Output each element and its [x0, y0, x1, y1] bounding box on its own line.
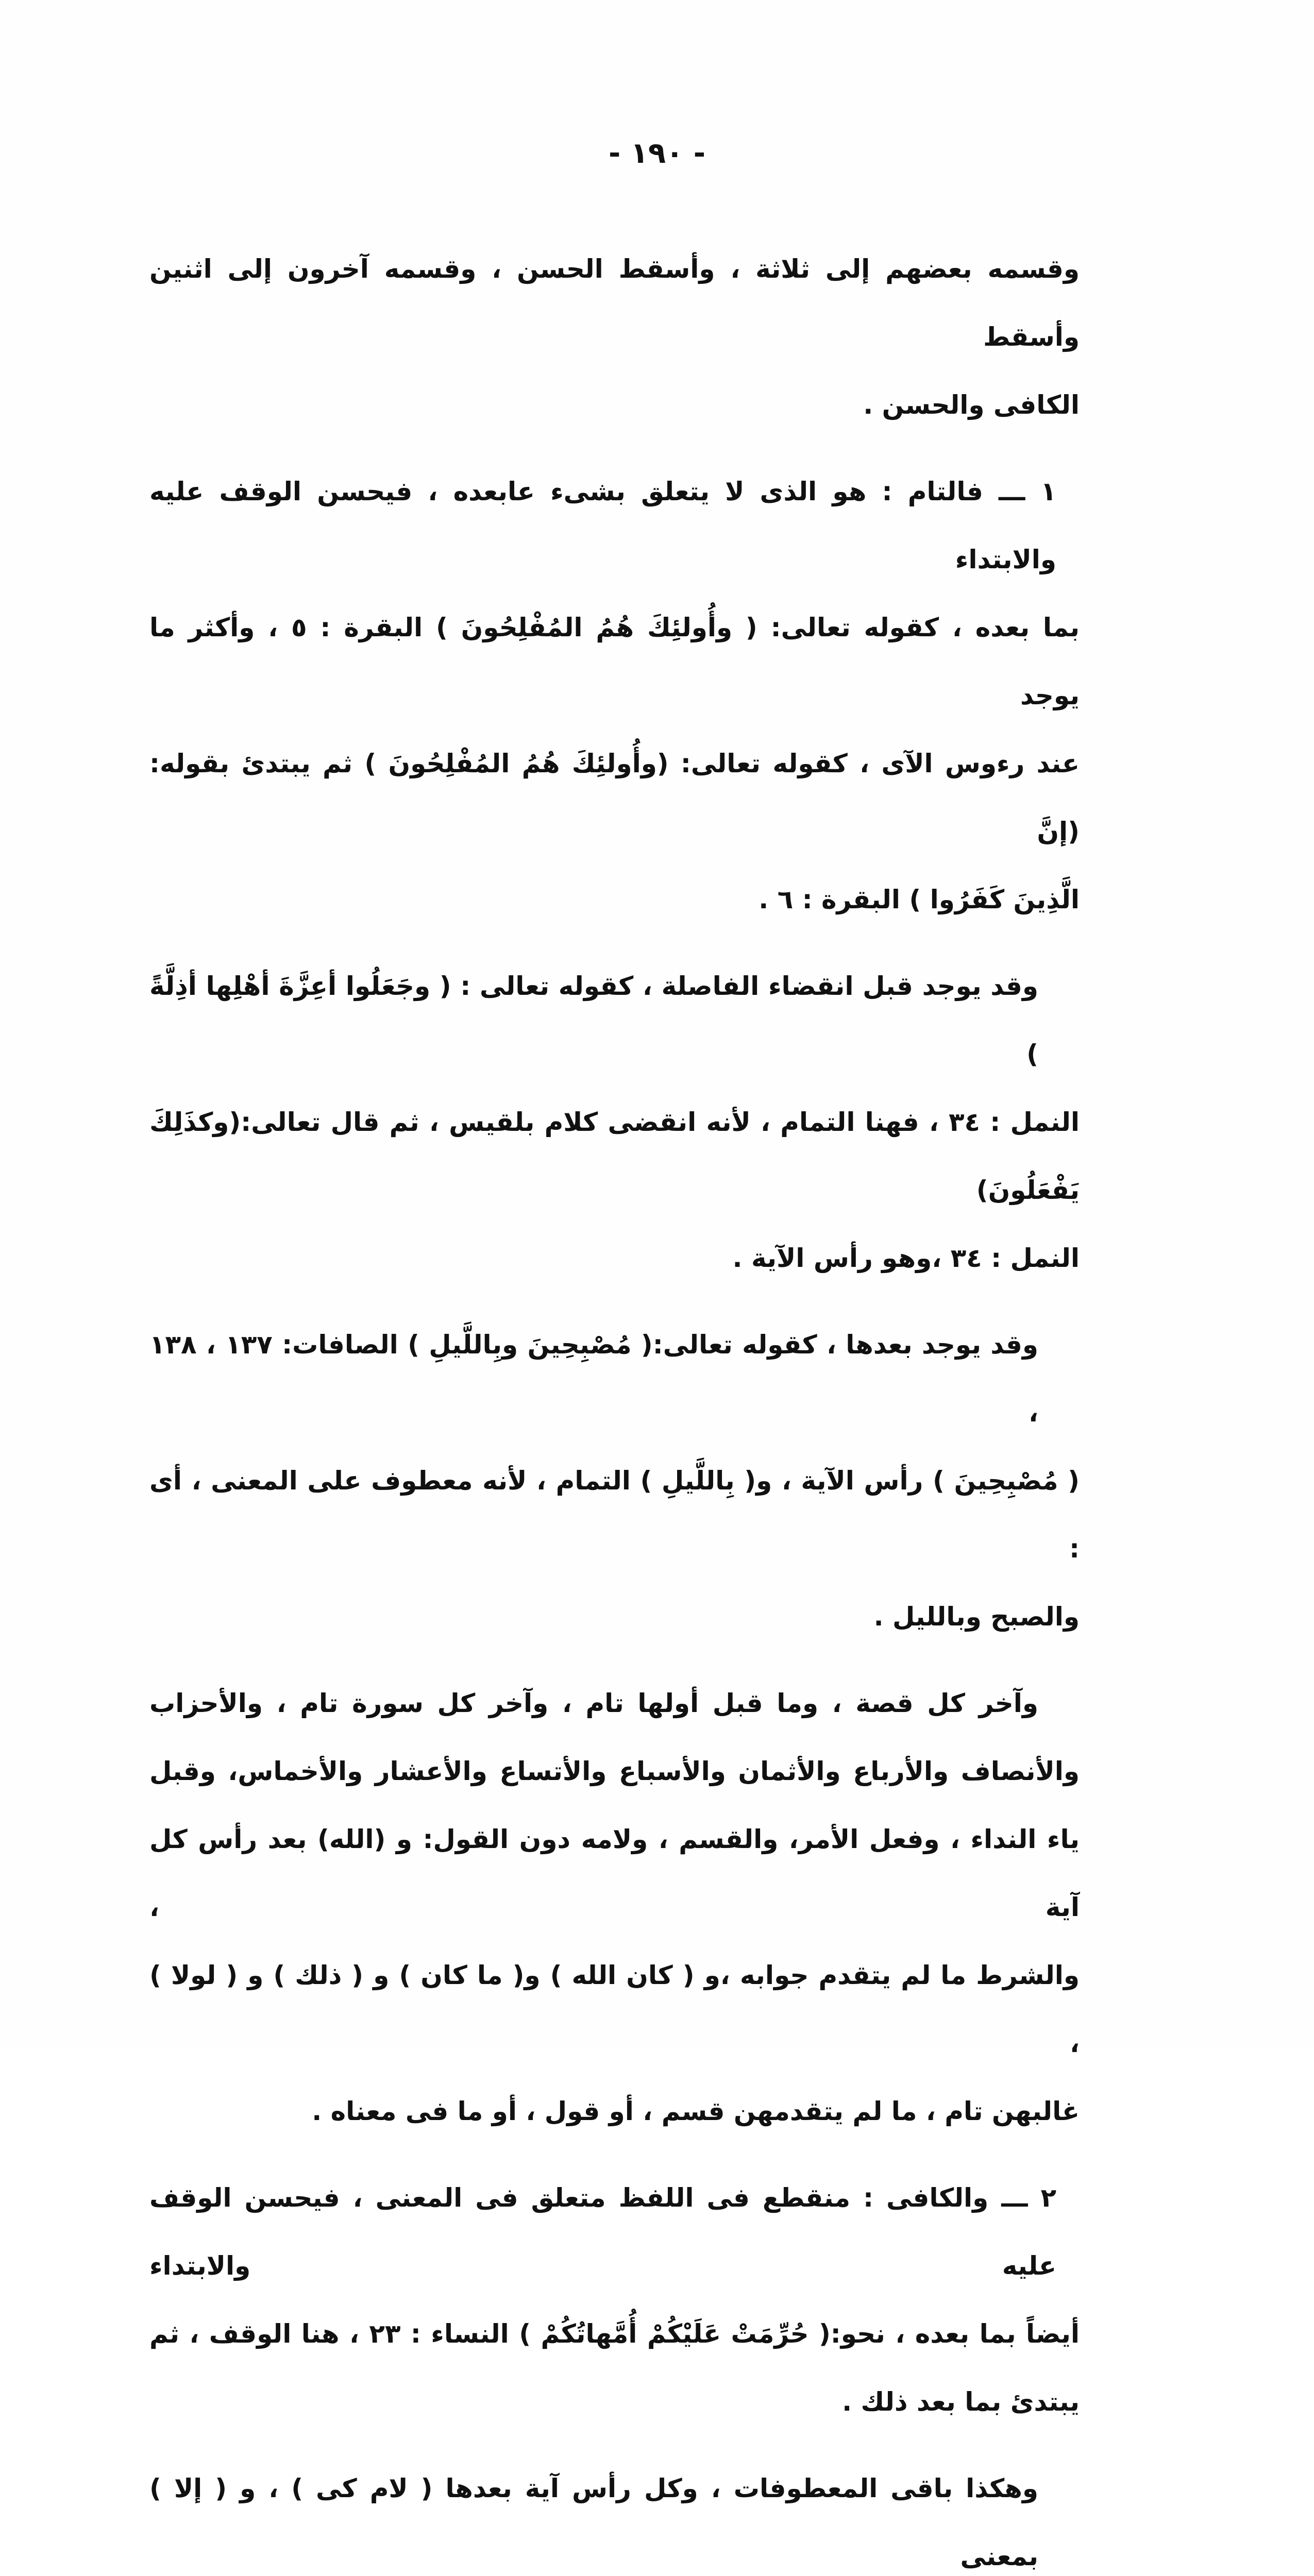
text-line: أيضاً بما بعده ، نحو:( حُرِّمَتْ عَلَيْكُمْ أُمَّهاتُكُمْ ) النساء : ٢٣ ، هنا الوقف ، ثم: [149, 2319, 1080, 2349]
text-line: وقد يوجد قبل انقضاء الفاصلة ، كقوله تعالى : ( وجَعَلُوا أعِزَّةَ أهْلِها أذِلَّةً ): [149, 971, 1038, 1069]
paragraph: [149, 952, 1080, 1292]
paragraph: [149, 1669, 1080, 2145]
text-line: والصبح وبالليل .: [873, 1602, 1080, 1632]
text-line: يبتدئ بما بعد ذلك .: [842, 2387, 1080, 2417]
text-line: وقسمه بعضهم إلى ثلاثة ، وأسقط الحسن ، وقسمه آخرون إلى اثنين وأسقط: [149, 254, 1080, 352]
text-line: ٢ ـــ والكافى : منقطع فى اللفظ متعلق فى المعنى ، فيحسن الوقف عليه والابتداء: [149, 2183, 1056, 2281]
text-line: ١ ـــ فالتام : هو الذى لا يتعلق بشىء عابعده ، فيحسن الوقف عليه والابتداء: [149, 477, 1056, 574]
text-line: والشرط ما لم يتقدم جوابه ،و ( كان الله ) و( ما كان ) و ( ذلك ) و ( لولا ) ،: [149, 1960, 1080, 2058]
text-line: وآخر كل قصة ، وما قبل أولها تام ، وآخر كل سورة تام ، والأحزاب: [149, 1688, 1038, 1718]
text-line: ياء النداء ، وفعل الأمر، والقسم ، ولامه دون القول: و (الله) بعد رأس كل آية ،: [149, 1824, 1080, 1922]
text-line: بما بعده ، كقوله تعالى: ( وأُولئِكَ هُمُ المُفْلِحُونَ ) البقرة : ٥ ، وأكثر ما يوجد: [149, 613, 1080, 710]
text-line: عند رءوس الآى ، كقوله تعالى: (وأُولئِكَ هُمُ المُفْلِحُونَ ) ثم يبتدئ بقوله: (إنَّ: [149, 749, 1080, 846]
text-line: والأنصاف والأرباع والأثمان والأسباع والأتساع والأعشار والأخماس، وقبل: [149, 1756, 1080, 1786]
text-line: الكافى والحسن .: [863, 390, 1080, 420]
paragraph: [149, 2454, 1080, 2576]
text-line: وقد يوجد بعدها ، كقوله تعالى:( مُصْبِحِينَ وبِاللَّيلِ ) الصافات: ١٣٧ ، ١٣٨ ،: [149, 1330, 1038, 1428]
text-line: الَّذِينَ كَفَرُوا ) البقرة : ٦ .: [759, 885, 1080, 914]
text-line: غالبهن تام ، ما لم يتقدمهن قسم ، أو قول ، أو ما فى معناه .: [312, 2096, 1080, 2126]
text-line: وهكذا باقى المعطوفات ، وكل رأس آية بعدها ( لام كى ) ، و ( إلا ) بمعنى: [149, 2473, 1038, 2571]
paragraph: [149, 2164, 1080, 2436]
page-number: - ١٩٠ -: [608, 137, 706, 170]
paragraph: [149, 1311, 1080, 1651]
page-body: [149, 235, 1080, 2576]
paragraph: [149, 457, 1080, 934]
text-line: ( مُصْبِحِينَ ) رأس الآية ، و( بِاللَّيلِ ) التمام ، لأنه معطوف على المعنى ، أى :: [149, 1466, 1080, 1564]
text-line: النمل : ٣٤ ،وهو رأس الآية .: [732, 1243, 1080, 1273]
paragraph: [149, 235, 1080, 439]
text-line: النمل : ٣٤ ، فهنا التمام ، لأنه انقضى كلام بلقيس ، ثم قال تعالى:(وكذَلِكَ يَفْعَلُونَ): [149, 1107, 1080, 1205]
